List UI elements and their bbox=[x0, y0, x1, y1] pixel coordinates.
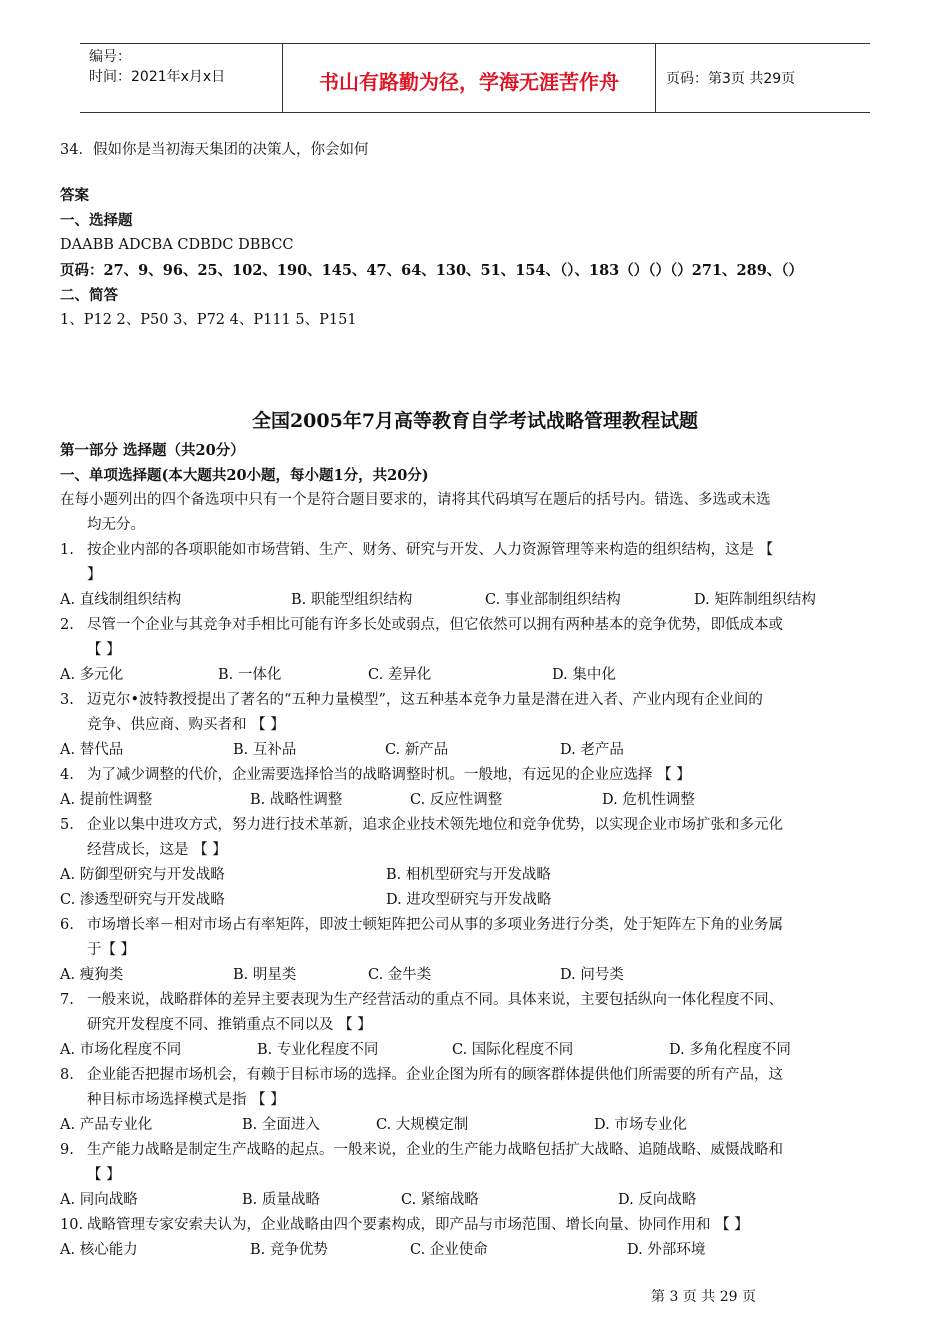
option-d: D. 矩阵制组织结构 bbox=[694, 592, 816, 608]
question-text-cont: 研究开发程度不同、推销重点不同以及 【 】 bbox=[87, 1017, 372, 1033]
question-6 bbox=[60, 913, 890, 938]
option-b: B. 战略性调整 bbox=[250, 792, 343, 808]
option-c: C. 企业使命 bbox=[410, 1242, 488, 1258]
option-row bbox=[60, 888, 890, 913]
option-a: A. 多元化 bbox=[60, 667, 124, 683]
question-number: 5. bbox=[60, 817, 74, 833]
exam-section-heading: 一、单项选择题(本大题共20小题，每小题1分，共20分) bbox=[60, 467, 429, 484]
option-c: C. 金牛类 bbox=[368, 967, 432, 983]
question-text-cont: 】 bbox=[87, 567, 102, 583]
option-row bbox=[60, 1188, 890, 1213]
question-text-cont: 【 】 bbox=[87, 642, 121, 658]
question-number: 9. bbox=[60, 1142, 74, 1158]
question-text-cont: 经营成长，这是 【 】 bbox=[87, 842, 227, 858]
answer-heading: 答案 bbox=[60, 187, 89, 204]
option-row bbox=[60, 1238, 890, 1263]
option-b: B. 相机型研究与开发战略 bbox=[386, 867, 551, 883]
question-text-cont: 种目标市场选择模式是指 【 】 bbox=[87, 1092, 285, 1108]
option-d: D. 多角化程度不同 bbox=[669, 1042, 791, 1058]
option-a: A. 替代品 bbox=[60, 742, 124, 758]
option-d: D. 集中化 bbox=[552, 667, 616, 683]
option-a: A. 直线制组织结构 bbox=[60, 592, 182, 608]
option-row bbox=[60, 588, 890, 613]
option-d: D. 问号类 bbox=[560, 967, 624, 983]
question-text: 迈克尔•波特教授提出了著名的“五种力量模型”，这五种基本竞争力量是潜在进入者、产业内现有企业间的 bbox=[87, 692, 763, 708]
question-text: 市场增长率－相对市场占有率矩阵，即波士顿矩阵把公司从事的多项业务进行分类，处于矩阵左下角的业务属 bbox=[87, 917, 783, 933]
exam-instruction: 在每小题列出的四个备选项中只有一个是符合题目要求的，请将其代码填写在题后的括号内。错选、多选或未选 bbox=[60, 492, 771, 508]
option-b: B. 竞争优势 bbox=[250, 1242, 328, 1258]
option-a: A. 防御型研究与开发战略 bbox=[60, 867, 225, 883]
answer-choices: DAABB ADCBA CDBDC DBBCC bbox=[60, 237, 294, 253]
header-meta bbox=[80, 44, 283, 112]
question-number: 2. bbox=[60, 617, 74, 633]
option-a: A. 同向战略 bbox=[60, 1192, 138, 1208]
question-text-cont: 竞争、供应商、购买者和 【 】 bbox=[87, 717, 285, 733]
question-text: 企业能否把握市场机会，有赖于目标市场的选择。企业企图为所有的顾客群体提供他们所需要的所有产品，这 bbox=[87, 1067, 783, 1083]
question-34: 34．假如你是当初海天集团的决策人，你会如何 bbox=[60, 142, 369, 158]
option-row bbox=[60, 963, 890, 988]
option-c: C. 事业部制组织结构 bbox=[485, 592, 621, 608]
option-b: B. 专业化程度不同 bbox=[257, 1042, 379, 1058]
exam-instruction-cont: 均无分。 bbox=[87, 517, 145, 533]
option-b: B. 互补品 bbox=[233, 742, 297, 758]
page-footer: 第 3 页 共 29 页 bbox=[651, 1289, 756, 1305]
option-d: D. 市场专业化 bbox=[594, 1117, 687, 1133]
answer-short: 1、P12 2、P50 3、P72 4、P111 5、P151 bbox=[60, 312, 357, 328]
question-text: 按企业内部的各项职能如市场营销、生产、财务、研究与开发、人力资源管理等来构造的组织结构，这是 【 bbox=[87, 542, 774, 558]
question-9 bbox=[60, 1138, 890, 1163]
question-number: 10. bbox=[60, 1217, 84, 1233]
question-text: 一般来说，战略群体的差异主要表现为生产经营活动的重点不同。具体来说，主要包括纵向一体化程度不同、 bbox=[87, 992, 783, 1008]
question-text-cont: 于【 】 bbox=[87, 942, 136, 958]
question-8 bbox=[60, 1063, 890, 1088]
header-number-label: 编号： bbox=[89, 49, 131, 65]
question-text: 生产能力战略是制定生产战略的起点。一般来说，企业的生产能力战略包括扩大战略、追随战略、威慑战略和 bbox=[87, 1142, 783, 1158]
option-row bbox=[60, 738, 890, 763]
option-b: B. 一体化 bbox=[218, 667, 282, 683]
option-c: C. 紧缩战略 bbox=[401, 1192, 479, 1208]
option-c: C. 渗透型研究与开发战略 bbox=[60, 892, 225, 908]
option-row bbox=[60, 788, 890, 813]
document-body bbox=[60, 138, 890, 1263]
answer-pages: 页码：27、9、96、25、102、190、145、47、64、130、51、154、（）、183（）（）（）271、289、（） bbox=[60, 262, 804, 279]
question-1 bbox=[60, 538, 890, 563]
option-a: A. 市场化程度不同 bbox=[60, 1042, 182, 1058]
option-c: C. 大规模定制 bbox=[376, 1117, 469, 1133]
header-page-info: 页码：第3页 共29页 bbox=[666, 71, 796, 87]
answer-section-choices: 一、选择题 bbox=[60, 212, 133, 229]
question-number: 8. bbox=[60, 1067, 74, 1083]
option-d: D. 进攻型研究与开发战略 bbox=[386, 892, 552, 908]
option-row bbox=[60, 1038, 890, 1063]
option-c: C. 新产品 bbox=[385, 742, 449, 758]
question-2 bbox=[60, 613, 890, 638]
question-list bbox=[60, 538, 890, 1263]
question-3 bbox=[60, 688, 890, 713]
question-4 bbox=[60, 763, 890, 788]
question-10 bbox=[60, 1213, 890, 1238]
page-header bbox=[80, 43, 870, 113]
option-b: B. 明星类 bbox=[233, 967, 297, 983]
option-row bbox=[60, 663, 890, 688]
question-text-cont: 【 】 bbox=[87, 1167, 121, 1183]
exam-title: 全国2005年7月高等教育自学考试战略管理教程试题 bbox=[251, 410, 699, 432]
question-7 bbox=[60, 988, 890, 1013]
option-d: D. 外部环境 bbox=[627, 1242, 706, 1258]
question-number: 4. bbox=[60, 767, 74, 783]
option-b: B. 职能型组织结构 bbox=[291, 592, 413, 608]
question-text: 战略管理专家安索夫认为，企业战略由四个要素构成，即产品与市场范围、增长向量、协同作用和 【 】 bbox=[87, 1217, 749, 1233]
option-d: D. 危机性调整 bbox=[602, 792, 695, 808]
header-motto: 书山有路勤为径，学海无涯苦作舟 bbox=[283, 44, 656, 112]
option-c: C. 国际化程度不同 bbox=[452, 1042, 574, 1058]
option-a: A. 核心能力 bbox=[60, 1242, 138, 1258]
header-time-label: 时间：2021年x月x日 bbox=[89, 69, 226, 85]
option-a: A. 瘦狗类 bbox=[60, 967, 124, 983]
option-c: C. 差异化 bbox=[368, 667, 432, 683]
option-d: D. 老产品 bbox=[560, 742, 624, 758]
question-number: 7. bbox=[60, 992, 74, 1008]
question-text: 尽管一个企业与其竞争对手相比可能有许多长处或弱点，但它依然可以拥有两种基本的竞争优势，即低成本或 bbox=[87, 617, 783, 633]
question-5 bbox=[60, 813, 890, 838]
option-b: B. 全面进入 bbox=[242, 1117, 320, 1133]
option-b: B. 质量战略 bbox=[242, 1192, 320, 1208]
question-number: 6. bbox=[60, 917, 74, 933]
option-row bbox=[60, 863, 890, 888]
question-text: 为了减少调整的代价，企业需要选择恰当的战略调整时机。一般地，有远见的企业应选择 【 】 bbox=[87, 767, 691, 783]
exam-part-heading: 第一部分 选择题（共20分） bbox=[60, 442, 245, 459]
question-number: 3. bbox=[60, 692, 74, 708]
option-a: A. 提前性调整 bbox=[60, 792, 153, 808]
option-row bbox=[60, 1113, 890, 1138]
option-c: C. 反应性调整 bbox=[410, 792, 503, 808]
answer-section-short: 二、简答 bbox=[60, 287, 118, 304]
option-d: D. 反向战略 bbox=[618, 1192, 697, 1208]
question-number: 1. bbox=[60, 542, 74, 558]
option-a: A. 产品专业化 bbox=[60, 1117, 153, 1133]
question-text: 企业以集中进攻方式，努力进行技术革新，追求企业技术领先地位和竞争优势，以实现企业市场扩张和多元化 bbox=[87, 817, 783, 833]
